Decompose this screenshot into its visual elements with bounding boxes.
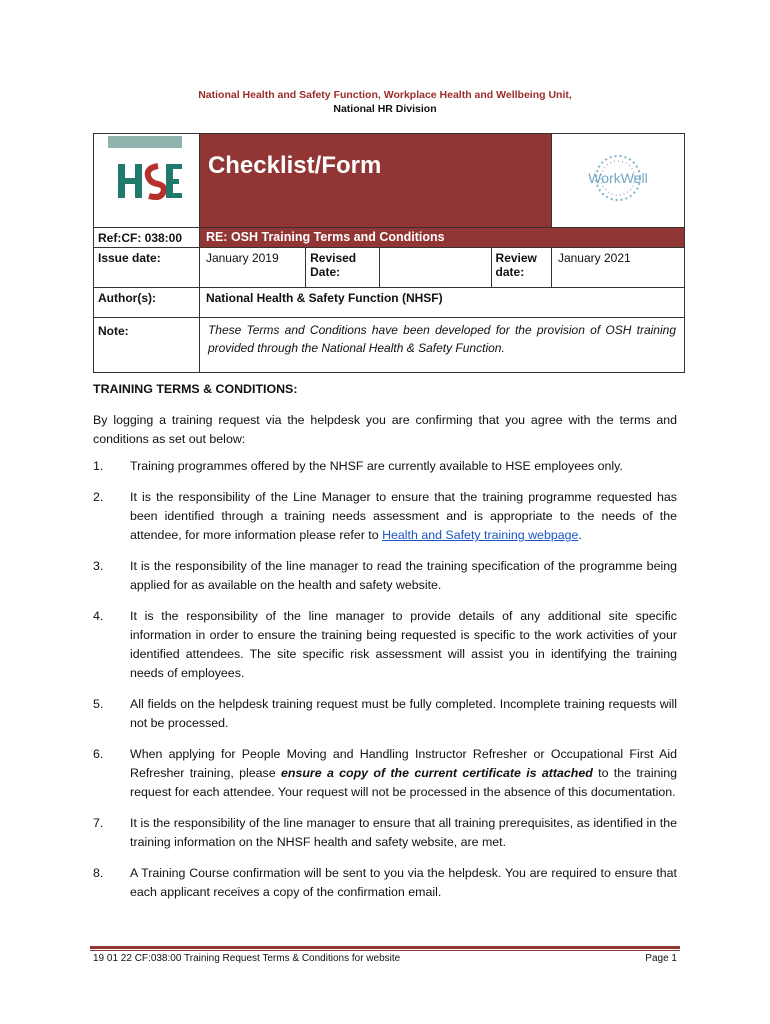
item-text-end: to the training request for each attendee. Your request will not be processed in the absence of this documentation. [130,766,677,799]
footer-rule [90,946,680,949]
svg-text:WorkWell: WorkWell [588,170,648,186]
note-label: Note: [94,318,200,373]
page-number: Page 1 [645,953,677,964]
list-item [93,695,677,733]
page-footer [93,953,677,964]
terms-list [93,457,677,914]
item-text: Training programmes offered by the NHSF are currently available to HSE employees only. [130,459,623,473]
issue-date-value: January 2019 [199,248,305,288]
item-text: All fields on the helpdesk training request must be fully completed. Incomplete training requests will not be processed. [130,697,677,730]
item-number: 2. [93,490,104,504]
note-value: These Terms and Conditions have been developed for the provision of OSH training provided through the National Health & Safety Function. [199,318,684,373]
health-safety-webpage-link[interactable]: Health and Safety training webpage [382,528,579,542]
hse-logo [94,134,198,224]
emphasis-text: ensure a copy of the current certificate is attached [280,766,593,780]
list-item [93,745,677,802]
item-number: 3. [93,559,104,573]
list-item [93,557,677,595]
form-info-table [93,133,685,373]
hse-logo-cell [94,134,200,228]
section-title: TRAINING TERMS & CONDITIONS: [93,382,298,396]
workwell-logo [552,134,684,224]
item-text: It is the responsibility of the line manager to ensure that all training prerequisites, as identified in the training information on the NHSF health and safety website, are met. [130,816,677,849]
revised-date-label: Revised Date: [306,248,380,288]
intro-paragraph: By logging a training request via the helpdesk you are confirming that you agree with the terms and conditions as set out below: [93,413,677,446]
item-text: It is the responsibility of the line manager to read the training specification of the programme being applied for as available on the health and safety website. [130,559,677,592]
review-date-value: January 2021 [551,248,684,288]
header-line-1: National Health and Safety Function, Workplace Health and Wellbeing Unit, [198,89,572,101]
footer-rule-thin [90,950,680,951]
form-title: Checklist/Form [207,152,382,179]
item-text: It is the responsibility of the Line Manager to ensure that the training programme requested has been identified through a training needs assessment and is appropriate to the needs of the attendee, for more information please refer to [130,490,677,542]
re-subject: RE: OSH Training Terms and Conditions [199,228,684,248]
list-item [93,814,677,852]
list-item [93,488,677,545]
list-item [93,607,677,683]
revised-date-value [380,248,491,288]
item-text: It is the responsibility of the line manager to provide details of any additional site specific information in order to ensure the training being requested is specific to the work activities of your identified attendees. The site specific risk assessment will assist you in identifying the training needs of employees. [130,609,677,680]
author-label: Author(s): [94,288,200,318]
list-item [93,457,677,476]
review-date-label: Review date: [491,248,551,288]
document-header [0,88,770,116]
list-item [93,864,677,902]
svg-text:HSE: HSE [146,220,149,221]
ref-label: Ref:CF: 038:00 [94,228,200,248]
header-line-2: National HR Division [333,103,437,115]
item-text-end: . [578,528,582,542]
item-text: When applying for People Moving and Handling Instructor Refresher or Occupational First Aid Refresher training, please [130,747,677,780]
item-number: 7. [93,816,104,830]
author-value: National Health & Safety Function (NHSF) [199,288,684,318]
workwell-logo-cell [551,134,684,228]
item-number: 8. [93,866,104,880]
issue-date-label: Issue date: [94,248,200,288]
item-number: 5. [93,697,104,711]
item-number: 6. [93,747,104,761]
title-cell [199,134,551,228]
item-text: A Training Course confirmation will be sent to you via the helpdesk. You are required to ensure that each applicant receives a copy of the confirmation email. [130,866,677,899]
item-number: 1. [93,459,104,473]
item-number: 4. [93,609,104,623]
footer-doc-ref: 19 01 22 CF:038:00 Training Request Terms & Conditions for website [93,953,401,964]
